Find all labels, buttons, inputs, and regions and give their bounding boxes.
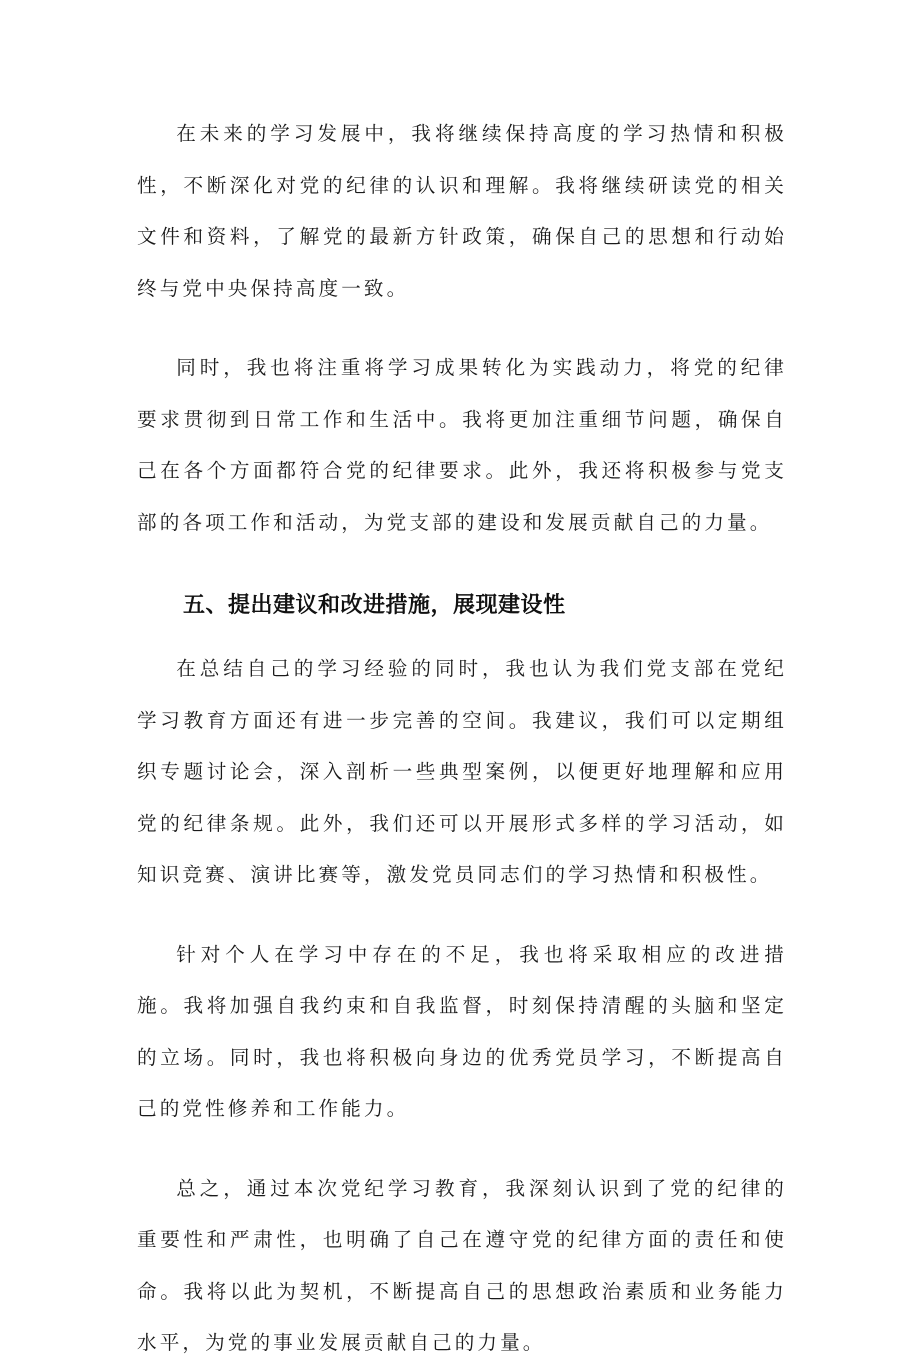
- heading-spacer-bottom: [137, 631, 787, 643]
- paragraph-improvements: 针对个人在学习中存在的不足，我也将采取相应的改进措施。我将加强自我约束和自我监督，时刻保持清醒的头脑和坚定的立场。同时，我也将积极向身边的优秀党员学习，不断提高自己的党性修养和工作能力。: [137, 942, 787, 1120]
- heading-spacer-top: [137, 548, 787, 580]
- paragraph-spacer: [137, 1135, 787, 1163]
- document-body: [137, 108, 787, 1369]
- paragraph-suggestions: 在总结自己的学习经验的同时，我也认为我们党支部在党纪学习教育方面还有进一步完善的空间。我建议，我们可以定期组织专题讨论会，深入剖析一些典型案例，以便更好地理解和应用党的纪律条规。此外，我们还可以开展形式多样的学习活动，如知识竞赛、演讲比赛等，激发党员同志们的学习热情和积极性。: [137, 657, 787, 886]
- section-heading: 五、提出建议和改进措施，展现建设性: [183, 593, 566, 618]
- paragraph-spacer: [137, 314, 787, 342]
- paragraph-conclusion: 总之，通过本次党纪学习教育，我深刻认识到了党的纪律的重要性和严肃性，也明确了自己在遵守党的纪律方面的责任和使命。我将以此为契机，不断提高自己的思想政治素质和业务能力水平，为党的事业发展贡献自己的力量。: [137, 1176, 787, 1354]
- paragraph-practice: 同时，我也将注重将学习成果转化为实践动力，将党的纪律要求贯彻到日常工作和生活中。我将更加注重细节问题，确保自己在各个方面都符合党的纪律要求。此外，我还将积极参与党支部的各项工作和活动，为党支部的建设和发展贡献自己的力量。: [137, 356, 787, 534]
- paragraph-spacer: [137, 901, 787, 929]
- paragraph-future-study: 在未来的学习发展中，我将继续保持高度的学习热情和积极性，不断深化对党的纪律的认识和理解。我将继续研读党的相关文件和资料，了解党的最新方针政策，确保自己的思想和行动始终与党中央保持高度一致。: [137, 122, 787, 300]
